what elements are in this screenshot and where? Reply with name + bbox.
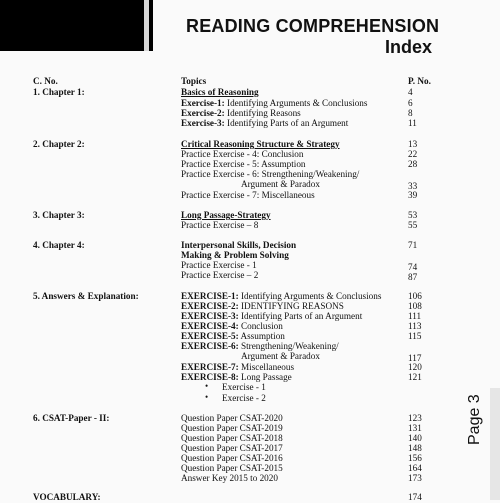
column-header-cno: C. No.	[33, 76, 58, 86]
document-title: READING COMPREHENSION	[186, 16, 440, 36]
toc-row: Practice Exercise - 1	[181, 260, 257, 270]
chapter-1-label: 1. Chapter 1:	[33, 87, 85, 97]
toc-row-continued: Argument & Paradox	[241, 179, 320, 189]
row-text: Identifying Arguments & Conclusions	[224, 98, 368, 108]
row-page: 156	[408, 453, 422, 463]
row-page: 174	[408, 492, 422, 502]
chapter-2-label: 2. Chapter 2:	[33, 139, 85, 149]
row-prefix: EXERCISE-8:	[181, 372, 239, 382]
bullet-icon: •	[205, 381, 209, 391]
row-prefix: EXERCISE-5:	[181, 331, 239, 341]
toc-row: Practice Exercise - 4: Conclusion	[181, 149, 304, 159]
row-page: 11	[408, 118, 417, 128]
toc-row: Question Paper CSAT-2016	[181, 453, 283, 463]
chapter-1-page: 4	[408, 87, 413, 97]
row-page: 173	[408, 473, 422, 483]
row-prefix: EXERCISE-4:	[181, 321, 239, 331]
toc-row: Practice Exercise - 7: Miscellaneous	[181, 190, 315, 200]
chapter-1-topic: Basics of Reasoning	[181, 87, 259, 97]
toc-row: Question Paper CSAT-2020	[181, 413, 283, 423]
row-prefix: Exercise-2:	[181, 108, 225, 118]
row-text: Identifying Arguments & Conclusions	[238, 291, 382, 301]
row-page: 74	[408, 262, 418, 272]
row-text: Assumption	[238, 331, 285, 341]
row-page: 115	[408, 331, 422, 341]
toc-row-continued: Argument & Paradox	[241, 351, 320, 361]
row-page: 113	[408, 321, 422, 331]
chapter-4-label: 4. Chapter 4:	[33, 240, 85, 250]
bullet-icon: •	[205, 392, 209, 402]
csat-label: 6. CSAT-Paper - II:	[33, 413, 110, 423]
chapter-4-page: 71	[408, 240, 418, 250]
toc-row: Practice Exercise – 8	[181, 220, 259, 230]
chapter-3-topic: Long Passage-Strategy	[181, 210, 271, 220]
row-page: 108	[408, 301, 422, 311]
toc-row: Question Paper CSAT-2018	[181, 433, 283, 443]
row-prefix: EXERCISE-1:	[181, 291, 239, 301]
header-block-edge	[144, 0, 149, 51]
row-prefix: Exercise-3:	[181, 118, 225, 128]
row-page: 87	[408, 272, 418, 282]
chapter-3-label: 3. Chapter 3:	[33, 210, 85, 220]
page-number: Page 3	[466, 394, 483, 445]
row-page: 6	[408, 98, 413, 108]
toc-subrow: Exercise - 1	[222, 382, 266, 392]
chapter-2-topic: Critical Reasoning Structure & Strategy	[181, 139, 340, 149]
row-prefix: Exercise-1:	[181, 98, 225, 108]
toc-row: Practice Exercise - 6: Strengthening/Weakening/	[181, 169, 360, 179]
toc-subrow: Exercise - 2	[222, 393, 266, 403]
row-page: 111	[408, 311, 422, 321]
document-subtitle: Index	[385, 37, 433, 57]
row-text: Identifying Parts of an Argument	[224, 118, 349, 128]
chapter-4-topic-continued: Making & Problem Solving	[181, 250, 289, 260]
toc-row: Answer Key 2015 to 2020	[181, 473, 278, 483]
toc-row: Question Paper CSAT-2019	[181, 423, 283, 433]
toc-row: Practice Exercise - 5: Assumption	[181, 159, 306, 169]
vocabulary-label: VOCABULARY:	[33, 492, 101, 502]
row-page: 22	[408, 149, 418, 159]
header-black-block	[0, 0, 153, 51]
column-header-topics: Topics	[181, 76, 207, 86]
page-edge	[490, 388, 500, 500]
row-prefix: EXERCISE-6:	[181, 341, 239, 351]
answers-label: 5. Answers & Explanation:	[33, 291, 139, 301]
row-page: 120	[408, 362, 422, 372]
chapter-3-page: 53	[408, 210, 418, 220]
row-text: Conclusion	[238, 321, 283, 331]
row-page: 121	[408, 372, 422, 382]
toc-row: Practice Exercise – 2	[181, 270, 259, 280]
row-page: 123	[408, 413, 422, 423]
row-page: 8	[408, 108, 413, 118]
chapter-4-topic: Interpersonal Skills, Decision	[181, 240, 297, 250]
row-text: Strengthening/Weakening/	[238, 341, 339, 351]
row-prefix: EXERCISE-7:	[181, 362, 239, 372]
row-text: Miscellaneous	[238, 362, 295, 372]
row-prefix: EXERCISE-3:	[181, 311, 239, 321]
chapter-2-page: 13	[408, 139, 418, 149]
row-page: 55	[408, 220, 418, 230]
row-prefix: EXERCISE-2:	[181, 301, 239, 311]
row-text: Identifying Parts of an Argument	[238, 311, 363, 321]
row-page: 106	[408, 291, 422, 301]
row-page: 33	[408, 181, 418, 191]
row-page: 164	[408, 463, 422, 473]
toc-row	[181, 118, 348, 129]
row-page: 39	[408, 190, 418, 200]
toc-row: Question Paper CSAT-2017	[181, 443, 283, 453]
row-page: 117	[408, 353, 422, 363]
row-text: IDENTIFYING REASONS	[238, 301, 344, 311]
row-page: 148	[408, 443, 422, 453]
column-header-pno: P. No.	[408, 76, 431, 86]
row-page: 28	[408, 159, 418, 169]
row-page: 131	[408, 423, 422, 433]
row-page: 140	[408, 433, 422, 443]
toc-row: Question Paper CSAT-2015	[181, 463, 283, 473]
row-text: Long Passage	[238, 372, 292, 382]
row-text: Identifying Reasons	[224, 108, 301, 118]
